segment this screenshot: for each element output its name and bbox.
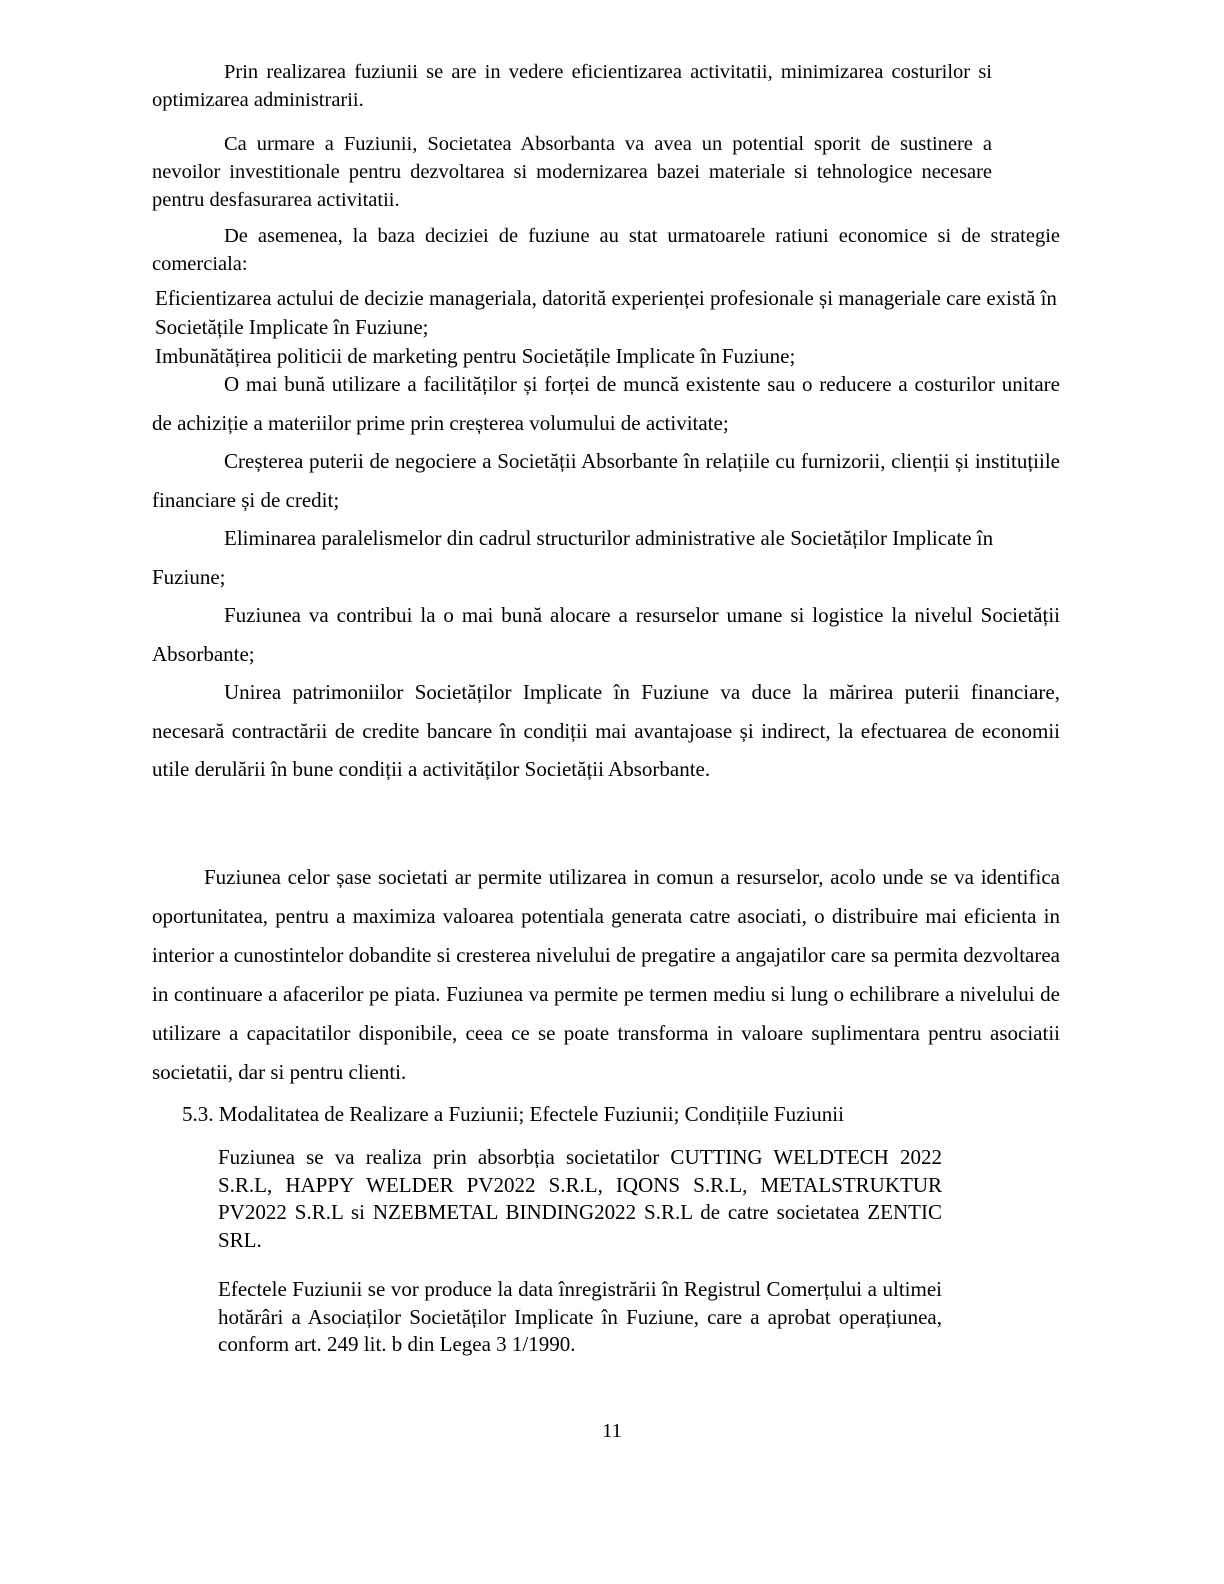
body-paragraph-group — [152, 858, 1060, 1092]
section-5-3-heading: 5.3. Modalitatea de Realizare a Fuziunii; Efectele Fuziunii; Condițiile Fuziunii — [182, 1102, 844, 1126]
page-number: 11 — [602, 1420, 622, 1442]
reason-item-7: Unirea patrimoniilor Societăților Implicate în Fuziune va duce la mărirea puterii financiare, necesară contractării de credite bancare în condiții mai avantajoase și indirect, la efectuarea de economii utile derulării în bune condiții a activităților Societății Absorbante. — [152, 680, 1060, 781]
reasons-lead-in — [152, 222, 1060, 278]
reasons-spaced-list — [152, 365, 1060, 789]
reason-item-4: Creșterea puterii de negociere a Societății Absorbante în relațiile cu furnizorii, clienții și instituțiile financiare și de credit; — [152, 449, 1060, 512]
intro-paragraph-2: Ca urmare a Fuziunii, Societatea Absorbanta va avea un potential sporit de sustinere a nevoilor investitionale pentru dezvoltarea si modernizarea bazei materiale si tehnologice necesare pentru desfasurarea activitatii. — [152, 133, 992, 211]
reason-item-3: O mai bună utilizare a facilităților și forței de muncă existente sau o reducere a costurilor unitare de achiziție a materiilor prime prin creșterea volumului de activitate; — [152, 372, 1060, 435]
reason-item-2: Imbunătățirea politicii de marketing pentru Societățile Implicate în Fuziune; — [155, 344, 796, 368]
section-5-3 — [182, 1100, 942, 1359]
body-paragraph: Fuziunea celor șase societati ar permite utilizarea in comun a resurselor, acolo unde se va identifica oportunitatea, pentru a maximiza valoarea potentiala generata catre asociati, o distribuire mai eficienta in interior a cunostintelor dobandite si cresterea nivelului de pregatire a angajatilor care sa permita dezvoltarea in continuare a afacerilor pe piata. Fuziunea va permite pe termen mediu si lung o echilibrare a nivelului de utilizare a capacitatilor disponibile, ceea ce se poate transforma in valoare suplimentara pentru asociatii societatii, dar si pentru clienti. — [152, 865, 1060, 1084]
reasons-tight-list — [155, 284, 1063, 371]
reason-item-5: Eliminarea paralelismelor din cadrul structurilor administrative ale Societăților Implicate în Fuziune; — [152, 526, 994, 589]
reason-item-6: Fuziunea va contribui la o mai bună alocare a resurselor umane si logistice la nivelul Societății Absorbante; — [152, 603, 1060, 666]
intro-paragraph-1: Prin realizarea fuziunii se are in vedere eficientizarea activitatii, minimizarea costurilor si optimizarea administrarii. — [152, 61, 992, 111]
reasons-lead-paragraph: De asemenea, la baza deciziei de fuziune au stat urmatoarele ratiuni economice si de strategie comerciala: — [152, 225, 1060, 275]
intro-paragraph-group — [152, 58, 992, 224]
section-5-3-paragraph-1: Fuziunea se va realiza prin absorbția societatilor CUTTING WELDTECH 2022 S.R.L, HAPPY WELDER PV2022 S.R.L, IQONS S.R.L, METALSTRUKTUR PV2022 S.R.L si NZEBMETAL BINDING2022 S.R.L de catre societatea ZENTIC SRL. — [218, 1145, 942, 1252]
reason-item-1: Eficientizarea actului de decizie manageriala, datorită experienței profesionale și manageriale care există în Societățile Implicate în Fuziune; — [155, 286, 1057, 339]
section-5-3-paragraph-2: Efectele Fuziunii se vor produce la data înregistrării în Registrul Comerțului a ultimei hotărâri a Asociaților Societăților Implicate în Fuziune, care a aprobat operațiunea, conform art. 249 lit. b din Legea 3 1/1990. — [218, 1277, 942, 1356]
